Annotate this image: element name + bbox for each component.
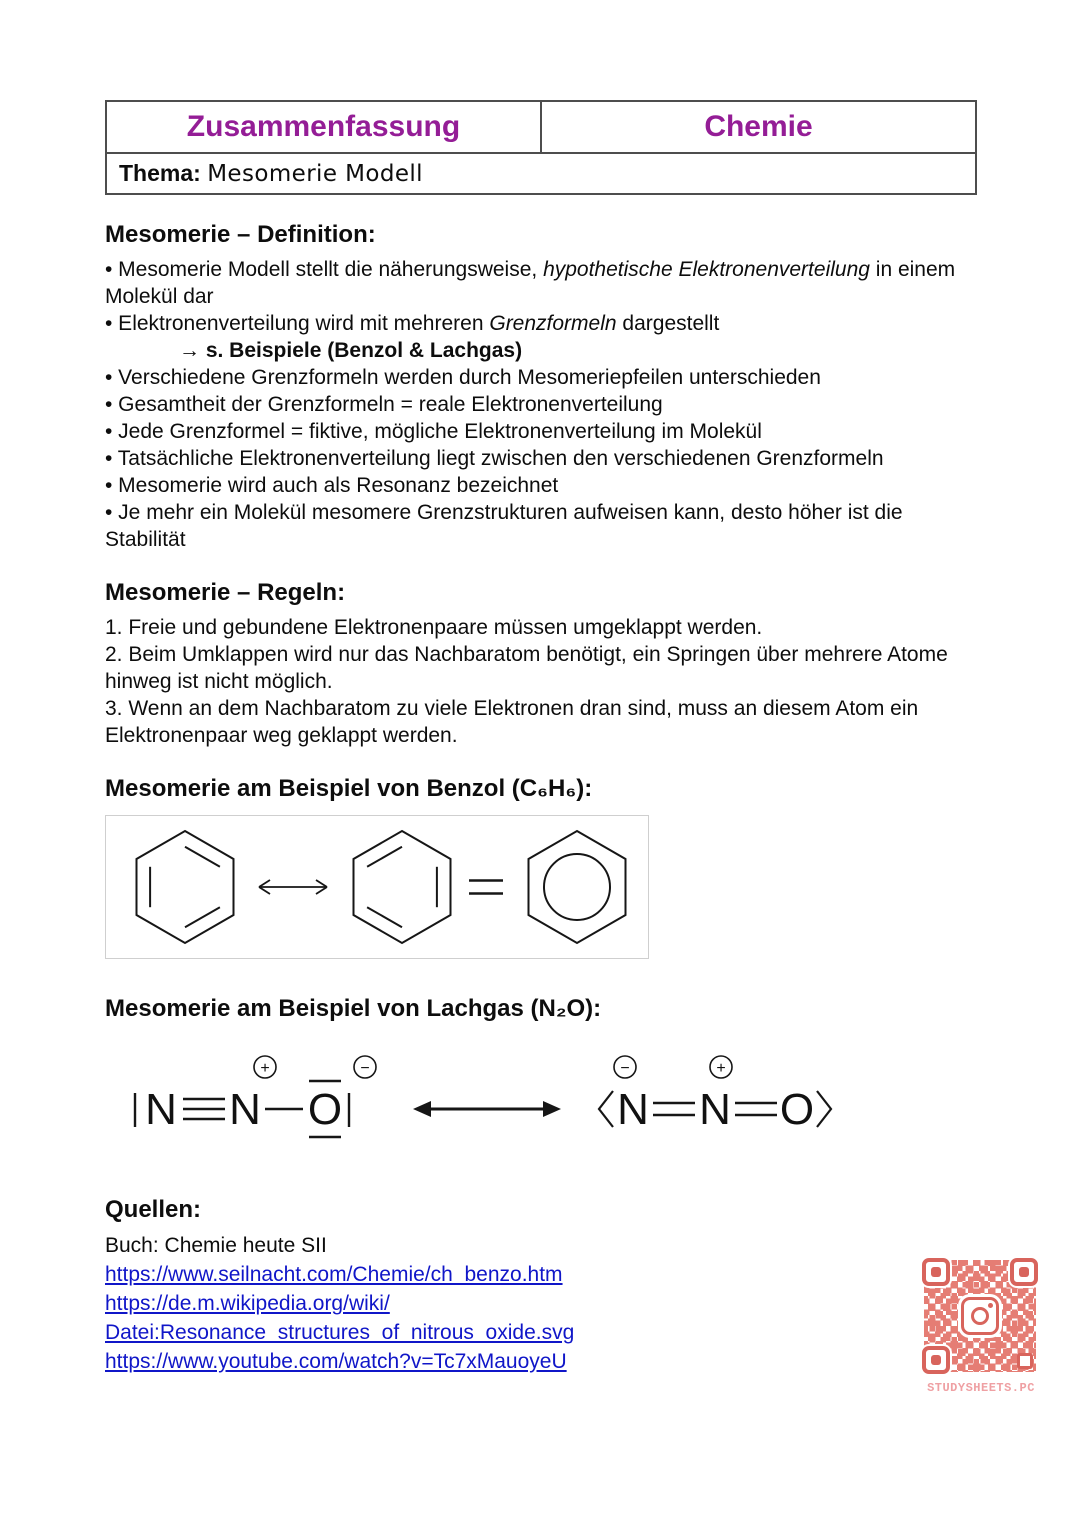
rules-list bbox=[105, 614, 977, 749]
header-title-row bbox=[107, 102, 975, 154]
bullet-text: in einem Molekül dar bbox=[105, 258, 956, 308]
source-link-wikipedia-file[interactable]: Datei:Resonance_structures_of_nitrous_oxide.svg bbox=[105, 1321, 575, 1344]
definition-bullet-6: • Tatsächliche Elektronenverteilung liegt zwischen den verschiedenen Grenzformeln bbox=[105, 447, 884, 470]
rule-1: 1. Freie und gebundene Elektronenpaare müssen umgeklappt werden. bbox=[105, 616, 763, 639]
definition-bullet-2 bbox=[105, 310, 977, 337]
benzene-heading: Mesomerie am Beispiel von Benzol (C₆H₆): bbox=[105, 775, 593, 802]
benzene-diagram bbox=[105, 815, 649, 959]
sources-section bbox=[105, 1196, 977, 1376]
benzene-ring-3 bbox=[529, 831, 626, 943]
header-table bbox=[105, 100, 977, 195]
bullet-emphasis: Grenzformeln bbox=[489, 312, 617, 335]
qr-caption: STUDYSHEETS.PC bbox=[927, 1381, 1035, 1395]
atom-label: N bbox=[617, 1085, 649, 1134]
minus-charge: − bbox=[620, 1060, 630, 1077]
definition-arrow-note: → s. Beispiele (Benzol & Lachgas) bbox=[179, 339, 523, 362]
page-content bbox=[105, 100, 977, 1376]
atom-label: N bbox=[145, 1085, 177, 1134]
atom-label: N bbox=[699, 1085, 731, 1134]
qr-center-logo bbox=[920, 1256, 1040, 1376]
bullet-text: dargestellt bbox=[616, 312, 720, 335]
qr-code bbox=[920, 1256, 1040, 1376]
n2o-diagram bbox=[113, 1047, 977, 1170]
resonance-arrow-icon bbox=[413, 1101, 561, 1117]
definition-bullet-5: • Jede Grenzformel = fiktive, mögliche Elektronenverteilung im Molekül bbox=[105, 420, 762, 443]
benzene-ring-1 bbox=[137, 831, 234, 943]
definition-bullet-3: • Verschiedene Grenzformeln werden durch Mesomeriepfeilen unterschieden bbox=[105, 366, 821, 389]
thema-label: Thema: bbox=[119, 160, 201, 186]
atom-label: N bbox=[229, 1085, 261, 1134]
definition-bullet-4: • Gesamtheit der Grenzformeln = reale Elektronenverteilung bbox=[105, 393, 663, 416]
resonance-arrow-icon bbox=[259, 880, 327, 894]
plus-charge: + bbox=[716, 1060, 726, 1077]
definition-list bbox=[105, 256, 977, 553]
n2o-resonance-svg bbox=[113, 1047, 903, 1165]
sources-heading: Quellen: bbox=[105, 1196, 202, 1223]
atom-label: O bbox=[779, 1085, 815, 1134]
thema-row bbox=[107, 154, 975, 193]
source-link-seilnacht[interactable]: https://www.seilnacht.com/Chemie/ch_benzo.htm bbox=[105, 1263, 563, 1286]
atom-label: O bbox=[307, 1085, 343, 1134]
definition-heading: Mesomerie – Definition: bbox=[105, 221, 376, 248]
n2o-structure-left bbox=[135, 1056, 376, 1137]
rule-2: 2. Beim Umklappen wird nur das Nachbaratom benötigt, ein Springen über mehrere Atome hinweg ist nicht möglich. bbox=[105, 643, 948, 693]
qr-block bbox=[920, 1256, 1042, 1395]
benzene-resonance-svg bbox=[107, 817, 647, 957]
definition-bullet-7: • Mesomerie wird auch als Resonanz bezeichnet bbox=[105, 474, 559, 497]
instagram-icon bbox=[961, 1297, 999, 1335]
source-link-youtube[interactable]: https://www.youtube.com/watch?v=Tc7xMauoyeU bbox=[105, 1350, 567, 1373]
bullet-text: • Mesomerie Modell stellt die näherungsweise, bbox=[105, 258, 544, 281]
bullet-text: • Elektronenverteilung wird mit mehreren bbox=[105, 312, 490, 335]
minus-charge: − bbox=[360, 1060, 370, 1077]
n2o-structure-right bbox=[599, 1056, 831, 1134]
definition-bullet-8: • Je mehr ein Molekül mesomere Grenzstrukturen aufweisen kann, desto höher ist die Stabilität bbox=[105, 501, 903, 551]
rule-3: 3. Wenn an dem Nachbaratom zu viele Elektronen dran sind, muss an diesem Atom ein Elektronenpaar weg geklappt werden. bbox=[105, 697, 919, 747]
equals-icon bbox=[469, 881, 503, 894]
rules-heading: Mesomerie – Regeln: bbox=[105, 579, 346, 606]
source-link-wikipedia[interactable]: https://de.m.wikipedia.org/wiki/ bbox=[105, 1292, 390, 1315]
n2o-heading: Mesomerie am Beispiel von Lachgas (N₂O): bbox=[105, 995, 602, 1022]
source-book: Buch: Chemie heute SII bbox=[105, 1234, 327, 1257]
summary-title: Zusammenfassung bbox=[107, 102, 542, 152]
subject-title: Chemie bbox=[704, 110, 813, 143]
thema-value: Mesomerie Modell bbox=[207, 161, 423, 187]
definition-bullet-1 bbox=[105, 256, 977, 310]
benzene-ring-2 bbox=[354, 831, 451, 943]
plus-charge: + bbox=[260, 1060, 270, 1077]
bullet-emphasis: hypothetische Elektronenverteilung bbox=[543, 258, 870, 281]
